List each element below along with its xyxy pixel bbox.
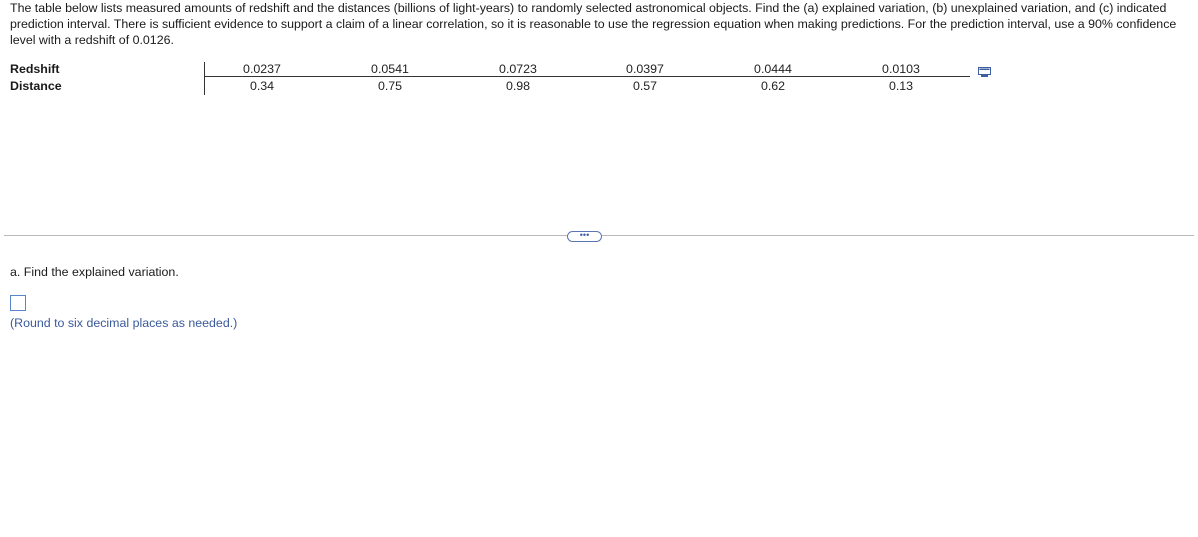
distance-cell: 0.62 bbox=[760, 79, 786, 93]
part-a-answer-input[interactable] bbox=[10, 295, 26, 311]
redshift-cell: 0.0397 bbox=[626, 62, 664, 76]
table-vertical-divider bbox=[204, 62, 205, 95]
expand-ellipsis-button[interactable]: ••• bbox=[567, 231, 602, 242]
redshift-cell: 0.0541 bbox=[371, 62, 409, 76]
part-a-question: a. Find the explained variation. bbox=[10, 265, 179, 279]
rounding-hint: (Round to six decimal places as needed.) bbox=[10, 316, 238, 330]
distance-cell: 0.34 bbox=[249, 79, 275, 93]
distance-cell: 0.13 bbox=[888, 79, 914, 93]
redshift-cell: 0.0103 bbox=[882, 62, 920, 76]
row-label-redshift: Redshift bbox=[10, 62, 60, 76]
distance-cell: 0.98 bbox=[505, 79, 531, 93]
copy-table-icon[interactable] bbox=[978, 65, 991, 76]
redshift-cell: 0.0444 bbox=[754, 62, 792, 76]
data-table bbox=[10, 62, 970, 96]
table-horizontal-divider bbox=[204, 76, 970, 77]
redshift-cell: 0.0723 bbox=[499, 62, 537, 76]
row-label-distance: Distance bbox=[10, 79, 62, 93]
distance-cell: 0.75 bbox=[377, 79, 403, 93]
redshift-cell: 0.0237 bbox=[243, 62, 281, 76]
distance-cell: 0.57 bbox=[632, 79, 658, 93]
problem-statement: The table below lists measured amounts of redshift and the distances (billions of light-years) to randomly selected astronomical objects. Find the (a) explained variation, (b) unexplained variation, and (c) indicated prediction interval. There is sufficient evidence to support a claim of a linear correlation, so it is reasonable to use the regression equation when making predictions. For the prediction interval, use a 90% confidence level with a redshift of 0.0126. bbox=[10, 1, 1177, 47]
